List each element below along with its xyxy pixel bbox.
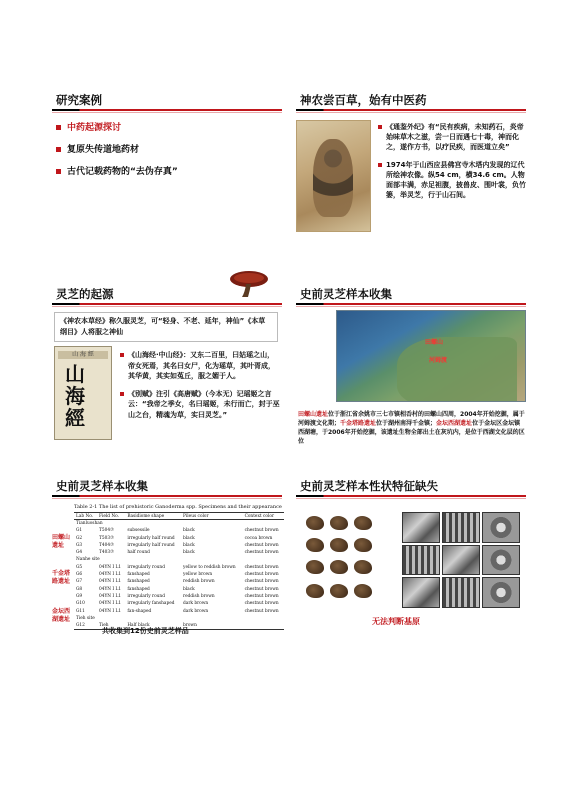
bullet-square-icon [120, 353, 124, 357]
site-desc: 位于浙江省余姚市三七市镇相岙村的田螺山四周，2004年开始挖掘，属于河姆渡文化期； [298, 411, 525, 427]
site-label: 田螺山遗址 [52, 534, 71, 549]
table-cell: fanshaped [127, 572, 150, 578]
figure-shape [313, 139, 353, 217]
table-caption: Table 2-1 The list of prehistoric Ganoderma spp. Specimens and their appearance [74, 504, 282, 510]
bullet-item [56, 120, 178, 133]
specimen-image [306, 560, 324, 574]
table-cell: chestnut brown [244, 608, 279, 614]
group-name: Tianluoshan [76, 521, 103, 527]
paragraph-text: 《通鉴外纪》有“民有疾病，未知药石，炎帝始味草木之滋，尝一日而遇七十毒，神而化之，遂作方书，以疗民疾，而医道立矣” [386, 123, 524, 151]
table-cell: Tieh [98, 622, 109, 628]
table-cell: reddish brown [183, 579, 215, 585]
table-cell: G10 [76, 601, 85, 607]
specimen-image [306, 516, 324, 530]
map-caption [298, 410, 526, 446]
table-cell: 04YN Ⅰ L1 [98, 601, 122, 607]
site-name: 田螺山遗址 [298, 411, 329, 418]
table-cell: G7 [76, 579, 83, 585]
slide-title: 神农尝百草，始有中医药 [300, 93, 427, 107]
table-cell: G3 [76, 542, 83, 548]
column-header: Pileus color [183, 513, 209, 519]
table-row [74, 549, 284, 556]
specimen-image [330, 538, 348, 552]
table-cell: G12 [76, 622, 85, 628]
table-cell: half round [127, 550, 150, 556]
lingzhi-mushroom-icon [228, 268, 270, 298]
table-cell: fan-shaped [127, 608, 152, 614]
slide-trait-missing [296, 474, 526, 644]
table-row [74, 600, 284, 607]
table-group-row [74, 556, 284, 563]
table-cell: chestnut brown [244, 586, 279, 592]
title-divider [52, 109, 282, 111]
specimen-photo-grid [298, 510, 394, 610]
slide-research-cases [52, 88, 282, 258]
micrograph-image [442, 545, 480, 576]
table-cell: subsessile [127, 528, 150, 534]
bullet-item [56, 142, 178, 155]
slide-title: 研究案例 [56, 93, 102, 107]
paragraph-text: 《别赋》注引《高唐赋》（今本无）记瑶姬之言云：“我帝之季女，名曰瑶姬，未行而亡，封于巫山之台，精魂为草，实曰灵芝。” [128, 389, 280, 419]
specimen-table [74, 512, 284, 630]
table-cell: chestnut brown [244, 564, 279, 570]
bullet-square-icon [56, 125, 61, 130]
table-cell: G1 [76, 528, 83, 534]
table-cell: irregularly fanshaped [127, 601, 175, 607]
column-header: Field No. [98, 513, 120, 519]
table-cell: G2 [76, 535, 83, 541]
table-row [74, 607, 284, 614]
table-cell: irregularly round [127, 564, 165, 570]
table-cell: black [183, 535, 195, 541]
micrograph-image [402, 512, 440, 543]
table-cell: G11 [76, 608, 85, 614]
table-cell: chestnut brown [244, 601, 279, 607]
table-cell: chestnut brown [244, 593, 279, 599]
table-row [74, 542, 284, 549]
slide-footer: 共收集到12份史前灵芝样品 [102, 627, 189, 635]
book-band-text: 山 海 經 [58, 351, 108, 359]
table-cell: fanshaped [127, 586, 150, 592]
table-cell: cocoa brown [244, 535, 273, 541]
specimen-image [354, 560, 372, 574]
site-desc: 位于湖州南浔千金镇； [376, 420, 437, 427]
title-divider [296, 109, 526, 111]
column-header: Context color [244, 513, 274, 519]
table-cell: yellow brown [183, 572, 213, 578]
table-cell: reddish brown [183, 593, 215, 599]
map-land-shape [397, 337, 517, 402]
title-divider [52, 303, 282, 305]
specimen-image [330, 560, 348, 574]
table-cell: Half black [127, 622, 150, 628]
table-cell: T504⑦ [98, 528, 114, 534]
micrograph-image [402, 545, 440, 576]
table-cell: chestnut brown [244, 579, 279, 585]
table-cell: fanshaped [127, 579, 150, 585]
slide-title: 史前灵芝样本性状特征缺失 [300, 479, 438, 493]
slide-sample-collection-map [296, 282, 526, 452]
table-cell: black [183, 586, 195, 592]
specimen-image [306, 538, 324, 552]
bullet-text: 中药起源探讨 [67, 123, 122, 133]
slide-title: 灵芝的起源 [56, 287, 114, 301]
shanhaijing-book-image [54, 346, 112, 440]
table-cell: chestnut brown [244, 572, 279, 578]
table-header-row [74, 513, 284, 520]
table-cell: 04YN Ⅰ L1 [98, 564, 122, 570]
specimen-image [354, 584, 372, 598]
table-cell: irregularly round [127, 593, 165, 599]
slide-lingzhi-origin [52, 282, 282, 452]
map-label: 河姆渡 [429, 357, 448, 364]
table-cell: 04YN Ⅰ L1 [98, 572, 122, 578]
map-label: 田螺山 [425, 339, 444, 346]
group-name: Tieh site [76, 615, 95, 621]
table-cell: G6 [76, 572, 83, 578]
table-cell: T503⑦ [98, 535, 114, 541]
specimen-image [354, 538, 372, 552]
title-divider [52, 495, 282, 497]
title-divider [296, 495, 526, 497]
table-cell: chestnut brown [244, 550, 279, 556]
micrograph-image [482, 512, 520, 543]
table-cell: G5 [76, 564, 83, 570]
site-label: 金坛西湖遗址 [52, 608, 71, 623]
book-title-text: 山海經 [65, 362, 85, 430]
slide-shennong [296, 88, 526, 258]
micrograph-image [442, 512, 480, 543]
table-cell: 04YN Ⅰ L1 [98, 579, 122, 585]
bullet-item [56, 164, 178, 177]
table-cell: 04YN Ⅰ L1 [98, 608, 122, 614]
group-name: Nanhe site [76, 557, 100, 563]
bullet-text: 古代记载药物的“去伪存真” [67, 167, 178, 177]
title-divider-light [52, 306, 282, 307]
paragraph-text: 1974年于山西应县佛宫寺木塔内发现的辽代所绘神农像。纵54 cm，横34.6 cm。人物面部丰满，赤足袒腹，披兽皮、围叶裳，负竹篓，举灵芝，行于山石间。 [386, 161, 526, 199]
table-row [74, 571, 284, 578]
micrograph-image [442, 577, 480, 608]
microscopy-image-grid [402, 512, 520, 608]
slide-body [120, 350, 280, 427]
table-group-row [74, 520, 284, 527]
table-cell: 04YN Ⅰ L1 [98, 586, 122, 592]
slide-sample-table [52, 474, 282, 644]
column-header: Basidiome shape [127, 513, 165, 519]
title-divider-light [52, 498, 282, 499]
paragraph [120, 350, 280, 382]
table-cell: chestnut brown [244, 542, 279, 548]
slide-title: 史前灵芝样本收集 [56, 479, 148, 493]
site-label: 千金塔路遗址 [52, 570, 71, 585]
table-cell: dark brown [183, 601, 209, 607]
table-cell: dark brown [183, 608, 209, 614]
paragraph [378, 122, 526, 152]
quote-box: 《神农本草经》称久服灵芝，可“轻身、不老、延年，神仙”《本草纲目》人将服之神仙 [54, 312, 278, 342]
table-cell [243, 622, 284, 629]
table-cell: T403⑦ [98, 550, 114, 556]
site-name: 金坛西湖遗址 [436, 420, 473, 427]
table-cell: black [183, 528, 195, 534]
bullet-list [56, 120, 178, 186]
bullet-square-icon [378, 125, 382, 129]
site-map-image [336, 310, 526, 402]
title-divider-light [296, 498, 526, 499]
bullet-square-icon [56, 169, 61, 174]
bullet-square-icon [56, 147, 61, 152]
table-row [74, 527, 284, 534]
table-group-row [74, 615, 284, 622]
micrograph-image [402, 577, 440, 608]
site-desc: 位于金坛区金坛镇西湖塘，于2006年开始挖掘，该遗址生物全部出土在灰坑内，是位于西湖文化层的区位 [298, 420, 525, 445]
table-row [74, 585, 284, 592]
paragraph-text: 《山海经·中山经》：又东二百里，曰姑瑶之山，帝女死焉，其名曰女尸，化为瑶草，其叶胥成，其华黄，其实如菟丘，服之媚于人。 [128, 351, 275, 380]
site-name: 千金塔路遗址 [340, 420, 377, 427]
table-cell: G9 [76, 593, 83, 599]
bullet-square-icon [378, 163, 382, 167]
slide-footer: 无法判断基原 [372, 617, 420, 626]
title-divider-light [296, 306, 526, 307]
table-cell: brown [183, 622, 197, 628]
slide-title: 史前灵芝样本收集 [300, 287, 392, 301]
paragraph [378, 160, 526, 200]
specimen-image [306, 584, 324, 598]
table-row [74, 593, 284, 600]
table-cell: T404⑦ [98, 542, 114, 548]
table-cell: G4 [76, 550, 83, 556]
paragraph [120, 389, 280, 421]
slide-body [378, 122, 526, 208]
table-row [74, 534, 284, 541]
table-cell: irregularly half round [127, 542, 175, 548]
table-cell: yellow to reddish brown [183, 564, 236, 570]
table-cell: chestnut brown [244, 528, 279, 534]
micrograph-image [482, 545, 520, 576]
table-cell: 04YN Ⅰ L1 [98, 593, 122, 599]
specimen-image [330, 516, 348, 530]
specimen-image [354, 516, 372, 530]
table-row [74, 578, 284, 585]
specimen-image [330, 584, 348, 598]
table-cell: G8 [76, 586, 83, 592]
bullet-square-icon [120, 392, 124, 396]
bullet-text: 复原失传道地药材 [67, 145, 140, 155]
table-cell: black [183, 542, 195, 548]
micrograph-image [482, 577, 520, 608]
shennong-painting-image [296, 120, 371, 232]
table-cell: black [183, 550, 195, 556]
title-divider [296, 303, 526, 305]
column-header: Lab No. [76, 513, 94, 519]
table-cell: irregularly half round [127, 535, 175, 541]
title-divider-light [52, 112, 282, 113]
title-divider-light [296, 112, 526, 113]
table-row [74, 564, 284, 571]
